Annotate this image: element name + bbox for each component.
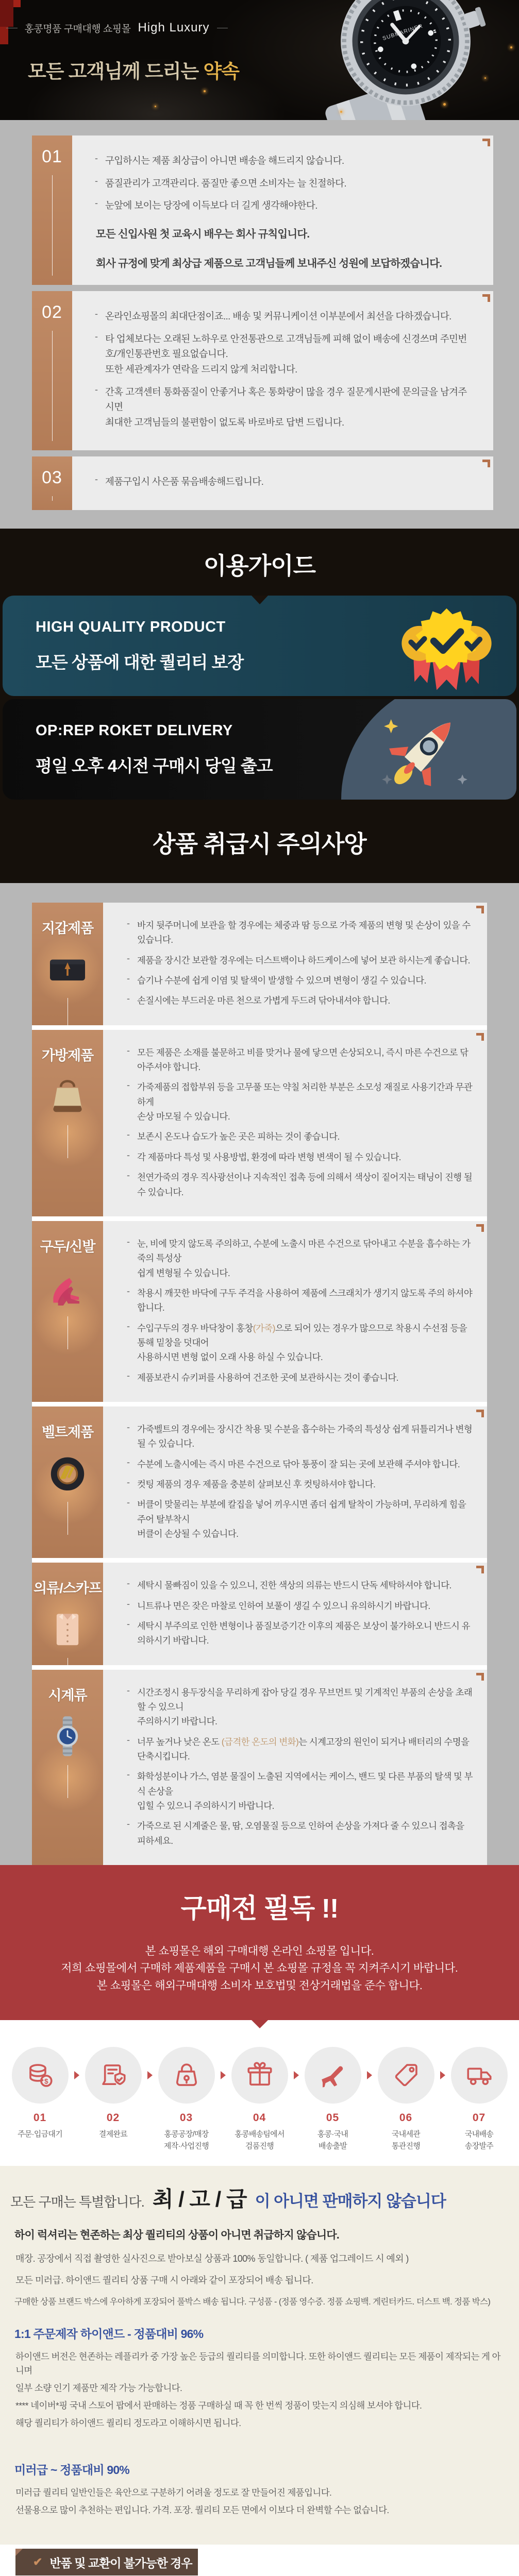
notice-body bbox=[10, 1943, 509, 1994]
promise-bullet-text: 제품구입시 사은품 묶음배송해드립니다. bbox=[105, 476, 264, 487]
bullet-item bbox=[127, 1819, 473, 1848]
watch-photo bbox=[220, 0, 519, 120]
care-bullet-text: 수분에 노출시에는 즉시 마른 수건으로 닦아 통풍이 잘 되는 곳에 보관해 주셔야 합니다. bbox=[137, 1459, 460, 1469]
corner-mark-icon bbox=[482, 460, 490, 467]
bullet-item bbox=[127, 1769, 473, 1813]
mirror-body bbox=[10, 2486, 509, 2517]
bullet-item bbox=[95, 331, 473, 377]
premium-line: **** 네이버*핑 국내 스토어 팝에서 판매하는 정품 구매하실 때 꼭 한 번씩 정품이 맞는지 의심해 보셔야 합니다. bbox=[15, 2400, 422, 2411]
row-gap bbox=[32, 1402, 487, 1406]
care-label-column bbox=[32, 1030, 103, 1216]
care-body bbox=[103, 1221, 487, 1402]
promise-note: 모든 신입사원 첫 교육시 배우는 회사 규칙입니다. bbox=[96, 228, 310, 240]
care-bullet-text: 세탁시 물빠짐이 있을 수 있으니, 진한 색상의 의류는 반드시 단독 세탁하셔야 합니다. bbox=[137, 1580, 451, 1591]
care-bullet-text: 세탁시 부주의로 인한 변형이나 품질보증기간 이후의 제품은 보상이 불가하오니 반드시 유의하시기 바랍니다. bbox=[137, 1621, 470, 1646]
truck-icon bbox=[464, 2060, 494, 2090]
delivery-card bbox=[3, 699, 516, 800]
bullet-dash: - bbox=[95, 384, 98, 395]
notice-title: 구매전 필독 !! bbox=[180, 1894, 339, 1924]
premium-lead: 모든 구매는 특별합니다. bbox=[10, 2194, 144, 2210]
heels-product-icon bbox=[44, 1264, 91, 1311]
promise-sections bbox=[0, 120, 519, 510]
delivery-card-sub: 평일 오후 4시전 구매시 당일 출고 bbox=[36, 756, 273, 775]
care-bullet-text bbox=[137, 1735, 473, 1764]
step-arrow-icon bbox=[144, 2047, 156, 2104]
care-bullet-text: 가죽으로 된 시계줄은 물, 땀, 오염물질 등으로 인하여 손상을 가져다 줄 수 있으니 접촉을 피하세요. bbox=[137, 1821, 464, 1846]
corner-mark-icon bbox=[476, 1566, 484, 1573]
bullet-dash: - bbox=[95, 474, 98, 485]
premium-p4: 구매한 상품 브랜드 박스에 우아하게 포장되어 풀박스 배송 됩니다. 구성품 - (정품 영수증. 정품 쇼핑백. 게린터카드. 더스트 백. 정품 박스) bbox=[14, 2297, 491, 2307]
plane-icon bbox=[318, 2060, 348, 2090]
bullet-item bbox=[127, 1286, 473, 1315]
bullet-item bbox=[127, 1599, 473, 1613]
premium-line: 일부 소량 인기 제품만 제작 가능 가능합니다. bbox=[15, 2382, 182, 2393]
bullet-dash: - bbox=[127, 1685, 130, 1696]
order-step bbox=[83, 2047, 144, 2140]
care-bullet-text: 컷팅 제품의 경우 제품을 충분히 살펴보신 후 컷팅하셔야 합니다. bbox=[137, 1479, 376, 1489]
corner-mark-icon bbox=[476, 906, 484, 913]
premium-claim: 이 아니면 판매하지 않습니다 bbox=[255, 2192, 446, 2210]
care-body bbox=[103, 1563, 487, 1665]
text-segment: 으로 되어 있는 경우가 많으므로 착용시 수선점 등을 통해 밑창을 덧대어 bbox=[137, 1323, 467, 1348]
corner-mark-icon bbox=[482, 139, 490, 146]
hero-banner bbox=[0, 0, 519, 120]
step-label: 홍콩배송팀에서 검품진행 bbox=[235, 2130, 284, 2151]
bullet-item bbox=[127, 1685, 473, 1729]
care-bullet-text: 바지 뒷주머니에 보관을 할 경우에는 체중과 땀 등으로 가죽 제품의 변형 및 손상이 있을 수 있습니다. bbox=[137, 920, 471, 945]
banner-header bbox=[6, 21, 228, 35]
notice-line: 저희 쇼핑몰에서 구매하 제품제품을 구매시 본 쇼핑몰 규정을 꼭 지켜주시기 바랍니다. bbox=[61, 1962, 458, 1975]
text-segment: (급격한 온도의 변화) bbox=[221, 1736, 299, 1747]
bullet-dash: - bbox=[127, 1598, 130, 1609]
step-arrow-icon bbox=[363, 2047, 376, 2104]
bullet-dash: - bbox=[127, 1497, 130, 1508]
order-step bbox=[229, 2047, 290, 2153]
premium-headline bbox=[10, 2182, 509, 2213]
care-body bbox=[103, 1030, 487, 1216]
promise-note: 회사 규정에 맞게 최상급 제품으로 고객님들께 보내주신 성원에 보답하겠습니다. bbox=[96, 257, 442, 269]
care-bullet-text: 눈, 비에 맞지 않도록 주의하고, 수분에 노출시 마른 수건으로 닦아내고 수분을 흡수하는 가죽의 특성상 쉽게 변형될 수 있습니다. bbox=[137, 1238, 471, 1278]
tag-icon bbox=[391, 2060, 421, 2090]
promise-number-column bbox=[32, 456, 72, 510]
bullet-item bbox=[127, 918, 473, 947]
premium-line: 선물용으로 많이 추천하는 편입니다. 가격. 포장. 퀄리티 모든 면에서 이보다 더 완벽할 수는 없습니다. bbox=[15, 2505, 389, 2516]
row-gap bbox=[32, 1558, 487, 1563]
care-row bbox=[32, 1406, 487, 1558]
care-bullet-text: 수입구두의 경우 바닥창이 홍창(가죽)으로 되어 있는 경우가 많으므로 착용시 수선점 등을 통해 밑창을 덧대어 사용하시면 변형 없이 오래 사용 하실 수 있습니다. bbox=[137, 1323, 467, 1363]
care-bullet-text: 시간조정시 용두장식을 무리하게 잡아 당길 경우 무브먼트 및 기계적인 부품의 손상을 초래할 수 있으니 주의하시기 바랍니다. bbox=[137, 1687, 473, 1727]
bullet-dash: - bbox=[127, 1129, 130, 1140]
bullet-dash: - bbox=[127, 918, 130, 929]
care-bullet-text: 제품을 장시간 보관할 경우에는 더스트백이나 하드케이스에 넣어 보관 하시는게 좋습니다. bbox=[137, 955, 470, 965]
step-label: 주문·입금대기 bbox=[17, 2130, 63, 2139]
care-body bbox=[103, 1670, 487, 1865]
promise-number: 02 bbox=[42, 302, 62, 323]
returns-section bbox=[0, 2545, 519, 2576]
promise-body bbox=[72, 135, 493, 285]
returns-header bbox=[15, 2549, 198, 2575]
notice-line: 본 쇼핑몰은 해외구매대행 소비자 보호법및 전상거래법을 준수 합니다. bbox=[96, 1979, 423, 1992]
wallet-product-icon bbox=[44, 945, 91, 993]
step-circle bbox=[231, 2047, 288, 2104]
notice-line: 본 쇼핑몰은 해외 구매대행 온라인 쇼핑몰 입니다. bbox=[145, 1945, 374, 1958]
coins-icon bbox=[25, 2060, 55, 2090]
bullet-item bbox=[127, 1129, 473, 1144]
bullet-item bbox=[127, 1045, 473, 1075]
step-arrow-icon bbox=[290, 2047, 303, 2104]
shop-brand: High Luxury bbox=[138, 21, 210, 35]
bullet-item bbox=[127, 1236, 473, 1280]
care-label-column bbox=[32, 1670, 103, 1865]
bullet-dash: - bbox=[127, 1619, 130, 1630]
belt-product-icon bbox=[44, 1449, 91, 1497]
promise-row bbox=[32, 456, 493, 510]
promise-row bbox=[32, 135, 493, 285]
text-segment: 는 시계고장의 원인이 되거나 배터리의 수명을 단축시킵니다. bbox=[137, 1736, 470, 1762]
watch-product-icon bbox=[44, 1713, 91, 1760]
step-arrow-icon bbox=[437, 2047, 449, 2104]
care-category-label: 가방제품 bbox=[41, 1047, 94, 1063]
care-bullet-text: 니트류나 면은 잦은 마찰로 인하여 보풀이 생길 수 있으니 유의하시기 바랍니다. bbox=[137, 1600, 430, 1611]
care-row bbox=[32, 903, 487, 1025]
promise-bullet-text: 품질관리가 고객관리다. 품질만 좋으면 소비자는 늘 친절하다. bbox=[105, 177, 347, 189]
row-gap bbox=[32, 1216, 487, 1221]
order-step bbox=[156, 2047, 217, 2153]
care-row bbox=[32, 1221, 487, 1402]
bullet-item bbox=[127, 1735, 473, 1764]
bullet-item bbox=[127, 1578, 473, 1592]
bullet-dash: - bbox=[127, 1421, 130, 1432]
care-bullet-text: 각 제품마다 특성 및 사용방법, 환경에 따라 변형 변색이 될 수 있습니다. bbox=[137, 1151, 401, 1162]
speech-tail-red bbox=[251, 2020, 269, 2028]
step-circle bbox=[378, 2047, 434, 2104]
premium-section bbox=[0, 2166, 519, 2545]
speech-tail-dark bbox=[252, 596, 268, 604]
banner-title-plain: 모든 고객님께 드리는 bbox=[28, 61, 204, 82]
order-step bbox=[303, 2047, 363, 2153]
bullet-dash: - bbox=[95, 175, 98, 186]
care-label-column bbox=[32, 903, 103, 1025]
care-bullet-text: 제품보관시 슈키퍼를 사용하여 건조한 곳에 보관하시는 것이 좋습니다. bbox=[137, 1372, 398, 1383]
bullet-item bbox=[127, 1619, 473, 1648]
corner-mark-icon bbox=[482, 294, 490, 302]
bullet-dash: - bbox=[127, 1477, 130, 1487]
care-category-label: 구두/신발 bbox=[40, 1239, 95, 1255]
promise-bullet-text: 구입하시는 제품 최상급이 아니면 배송을 해드리지 않습니다. bbox=[105, 155, 344, 166]
bullet-dash: - bbox=[127, 1236, 130, 1247]
bullet-dash: - bbox=[127, 1080, 130, 1091]
bullet-dash: - bbox=[127, 1285, 130, 1296]
bullet-item bbox=[127, 1477, 473, 1492]
premium-grade: 최 / 고 / 급 bbox=[152, 2187, 247, 2211]
text-segment: 너무 높거나 낮은 온도 bbox=[137, 1736, 222, 1747]
step-circle bbox=[85, 2047, 142, 2104]
promise-row bbox=[32, 291, 493, 450]
bullet-item bbox=[127, 1170, 473, 1199]
promise-bullet-text: 온라인쇼핑몰의 최대단점이죠... 배송 및 커뮤니케이션 이부분에서 최선을 다하겠습니다. bbox=[105, 311, 451, 322]
bullet-item bbox=[127, 973, 473, 988]
step-number: 03 bbox=[179, 2112, 193, 2124]
promise-bullet-text: 간혹 고객센터 통화품질이 안좋거나 혹은 통화량이 많을 경우 질문게시판에 문의글을 남겨주시면 최대한 고객님들의 불편함이 없도록 바로바로 답변 드립니다. bbox=[105, 386, 467, 428]
care-category-label: 벨트제품 bbox=[41, 1424, 94, 1440]
care-body bbox=[103, 903, 487, 1025]
care-bullet-text: 습기나 수분에 쉽게 이염 및 탈색이 발생할 수 있으며 변형이 생길 수 있습니다. bbox=[137, 975, 426, 986]
care-label-column bbox=[32, 1406, 103, 1558]
bullet-item bbox=[127, 993, 473, 1008]
bullet-dash: - bbox=[127, 1045, 130, 1056]
care-label-column bbox=[32, 1221, 103, 1402]
step-label: 국내세관 통관진행 bbox=[391, 2130, 421, 2151]
care-bullet-text: 가죽제품의 접합부위 등을 고무풀 또는 약칠 처리한 부분은 소모성 재질로 사용기간과 무관하게 손상 마모될 수 있습니다. bbox=[137, 1082, 473, 1122]
order-process bbox=[0, 2020, 519, 2166]
promise-body bbox=[72, 291, 493, 450]
step-number: 06 bbox=[399, 2112, 413, 2124]
care-row bbox=[32, 1670, 487, 1865]
baglock-icon bbox=[172, 2060, 202, 2090]
bullet-item bbox=[127, 1457, 473, 1471]
rocket-icon bbox=[367, 699, 485, 800]
care-rows bbox=[0, 883, 519, 1865]
bullet-item bbox=[95, 153, 473, 168]
row-gap bbox=[32, 1665, 487, 1670]
row-gap bbox=[32, 1025, 487, 1030]
promise-number-column bbox=[32, 135, 72, 285]
step-number: 02 bbox=[106, 2112, 120, 2124]
order-step bbox=[376, 2047, 437, 2153]
care-bullet-text: 화학성분이나 가스, 염분 물질이 노출된 지역에서는 케이스, 밴드 및 다른 부품의 탈색 및 부식 손상을 입힐 수 있으니 주의하시기 바랍니다. bbox=[137, 1771, 473, 1811]
care-bullet-text: 버클이 맞물리는 부분에 칼집을 넣어 끼우시면 좀더 쉽게 탈착이 가능하며, 무리하게 힘을 주어 탈부착시 버클이 손상될 수 있습니다. bbox=[137, 1499, 466, 1539]
bullet-dash: - bbox=[127, 1149, 130, 1160]
step-arrow-icon bbox=[71, 2047, 83, 2104]
premium-line: 해당 퀄리티가 하이앤드 퀄리티 정도라고 이해하시면 됩니다. bbox=[15, 2418, 241, 2429]
mirror-title: 미러급 ~ 정품대비 90% bbox=[14, 2463, 129, 2477]
care-bullet-text: 착용시 깨끗한 바닥에 구두 주걱을 사용하여 제품에 스크래치가 생기지 않도록 주의 하셔야 합니다. bbox=[137, 1287, 473, 1313]
premium-line: 미러급 퀄리티 일반인들은 육안으로 구분하기 어려울 정도로 잘 만들어진 제품입니다. bbox=[15, 2487, 332, 2498]
bullet-item bbox=[95, 384, 473, 430]
order-step bbox=[10, 2047, 71, 2140]
care-body bbox=[103, 1406, 487, 1558]
bullet-item bbox=[127, 1370, 473, 1385]
quality-card bbox=[3, 596, 516, 696]
care-bullet-text: 천연가죽의 경우 직사광선이나 지속적인 접촉 등에 의해서 색상이 짙어지는 태닝이 진행 될 수 있습니다. bbox=[137, 1172, 473, 1197]
step-number: 05 bbox=[326, 2112, 340, 2124]
step-number: 01 bbox=[33, 2112, 47, 2124]
step-circle bbox=[451, 2047, 508, 2104]
step-number: 04 bbox=[253, 2112, 266, 2124]
guide-title: 이용가이드 bbox=[203, 552, 316, 580]
care-label-column bbox=[32, 1563, 103, 1665]
order-steps bbox=[0, 2047, 519, 2153]
banner-title bbox=[28, 56, 239, 83]
bullet-item bbox=[95, 198, 473, 213]
care-bullet-text: 모든 제품은 소재를 불문하고 비를 맞거나 물에 닿으면 손상되오니, 즉시 마른 수건으로 닦아주셔야 합니다. bbox=[137, 1047, 468, 1073]
step-label: 홍콩공장/매장 제작·사업진행 bbox=[163, 2130, 209, 2151]
premium-line: 하이앤드 버전은 현존하는 레플리카 중 가장 높은 등급의 퀄리티를 의미합니다. 또한 하이앤드 퀄리티는 모든 제품이 제작되는 게 아니며 bbox=[15, 2351, 500, 2376]
number-hairline bbox=[52, 175, 53, 276]
highend-body bbox=[10, 2350, 509, 2431]
care-bullet-text: 손질시에는 부드러운 마른 천으로 가볍게 두드려 닦아내셔야 합니다. bbox=[137, 995, 390, 1006]
bullet-item bbox=[95, 176, 473, 191]
promise-number-column bbox=[32, 291, 72, 450]
shop-tagline: 홍콩명품 구매대행 쇼핑몰 bbox=[24, 23, 131, 35]
bullet-dash: - bbox=[95, 153, 98, 163]
bullet-item bbox=[127, 953, 473, 968]
step-circle bbox=[12, 2047, 69, 2104]
promise-bullet-text: 타 업체보다는 오래된 노하우로 안전통관으로 고객님들께 피해 없이 배송에 신경쓰며 주민번호/개인통관번호 필요없습니다. 또한 세관계자가 연락을 드리지 않게 처리합니다. bbox=[105, 333, 467, 375]
quality-card-heading: HIGH QUALITY PRODUCT bbox=[36, 618, 226, 635]
text-segment: 수입구두의 경우 바닥창이 홍창 bbox=[137, 1323, 253, 1333]
bullet-dash: - bbox=[95, 309, 98, 319]
step-label: 결제완료 bbox=[98, 2130, 128, 2139]
step-label: 국내배송 송장발주 bbox=[464, 2130, 494, 2151]
usage-guide-section bbox=[0, 529, 519, 883]
care-category-label: 지갑제품 bbox=[41, 921, 94, 937]
step-arrow-icon bbox=[217, 2047, 229, 2104]
bullet-dash: - bbox=[127, 1769, 130, 1780]
quality-card-sub: 모든 상품에 대한 퀄리티 보장 bbox=[36, 652, 244, 672]
corner-mark-icon bbox=[476, 1673, 484, 1681]
gift-icon bbox=[245, 2060, 275, 2090]
premium-p3: 모든 미러급. 하이앤드 퀄리티 상품 구매 시 아래와 같이 포장되어 배송 됩니다. bbox=[15, 2275, 313, 2285]
returns-title: 반품 및 교환이 불가능한 경우 bbox=[49, 2556, 192, 2570]
bullet-item bbox=[127, 1321, 473, 1365]
number-hairline bbox=[52, 331, 53, 441]
care-bullet-text: 가죽벨트의 경우에는 장시간 착용 및 수분을 흡수하는 가죽의 특성상 쉽게 뒤틀리거나 변형될 수 있습니다. bbox=[137, 1423, 473, 1449]
order-step bbox=[449, 2047, 510, 2153]
pre-purchase-notice bbox=[0, 1865, 519, 2020]
promise-number: 01 bbox=[42, 147, 62, 166]
number-hairline bbox=[52, 496, 53, 501]
premium-p2: 매장. 공장에서 직접 촬영한 실사진으로 받아보실 상품과 100% 동일합니다. ( 제품 업그레이드 시 예외 ) bbox=[15, 2253, 409, 2264]
bullet-dash: - bbox=[127, 1819, 130, 1829]
care-section-title: 상품 취급시 주의사앙 bbox=[153, 831, 366, 858]
bullet-item bbox=[127, 1150, 473, 1164]
corner-mark-icon bbox=[476, 1033, 484, 1041]
step-circle bbox=[305, 2047, 361, 2104]
check-icon: ✔ bbox=[33, 2555, 43, 2569]
step-circle bbox=[158, 2047, 215, 2104]
corner-mark-icon bbox=[476, 1410, 484, 1417]
promise-body bbox=[72, 456, 493, 510]
shirt-product-icon bbox=[44, 1605, 91, 1653]
bullet-item bbox=[95, 309, 473, 324]
bullet-item bbox=[127, 1422, 473, 1451]
bullet-dash: - bbox=[127, 1578, 130, 1589]
delivery-card-heading: OP:REP ROKET DELIVERY bbox=[36, 722, 233, 739]
step-label: 홍콩·국내 배송출발 bbox=[317, 2130, 348, 2151]
bag-product-icon bbox=[44, 1073, 91, 1120]
care-bullet-text: 보존시 온도나 습도가 높은 곳은 피하는 것이 좋습니다. bbox=[137, 1131, 340, 1142]
bullet-dash: - bbox=[127, 973, 130, 984]
banner-title-gold: 약속 bbox=[203, 61, 240, 82]
highend-title: 1:1 주문제작 하이앤드 - 정품대비 96% bbox=[14, 2327, 204, 2341]
care-row bbox=[32, 1030, 487, 1216]
bullet-dash: - bbox=[127, 993, 130, 1004]
bullet-item bbox=[95, 474, 473, 489]
bullet-dash: - bbox=[95, 198, 98, 209]
step-number: 07 bbox=[472, 2112, 486, 2124]
bullet-dash: - bbox=[127, 1456, 130, 1467]
bullet-item bbox=[127, 1497, 473, 1541]
medal-icon bbox=[391, 601, 502, 696]
bullet-dash: - bbox=[127, 1370, 130, 1381]
care-row bbox=[32, 1563, 487, 1665]
bullet-item bbox=[127, 1080, 473, 1124]
guide-cards bbox=[0, 596, 519, 800]
promise-bullet-text: 눈앞에 보이는 당장에 이득보다 더 길게 생각해야한다. bbox=[105, 200, 317, 211]
docshield-icon bbox=[98, 2060, 128, 2090]
promise-number: 03 bbox=[42, 468, 62, 488]
bullet-dash: - bbox=[127, 1734, 130, 1745]
corner-mark-icon bbox=[476, 1224, 484, 1232]
bullet-dash: - bbox=[127, 1320, 130, 1331]
text-segment: (가죽) bbox=[253, 1323, 275, 1333]
care-category-label: 시계류 bbox=[48, 1687, 87, 1703]
bullet-dash: - bbox=[127, 1170, 130, 1181]
care-category-label: 의류/스카프 bbox=[34, 1581, 102, 1597]
bullet-dash: - bbox=[95, 331, 98, 342]
premium-p1: 하이 럭셔리는 현존하는 최상 퀄리티의 상품이 아니면 취급하지 않습니다. bbox=[14, 2229, 339, 2241]
bullet-dash: - bbox=[127, 953, 130, 963]
